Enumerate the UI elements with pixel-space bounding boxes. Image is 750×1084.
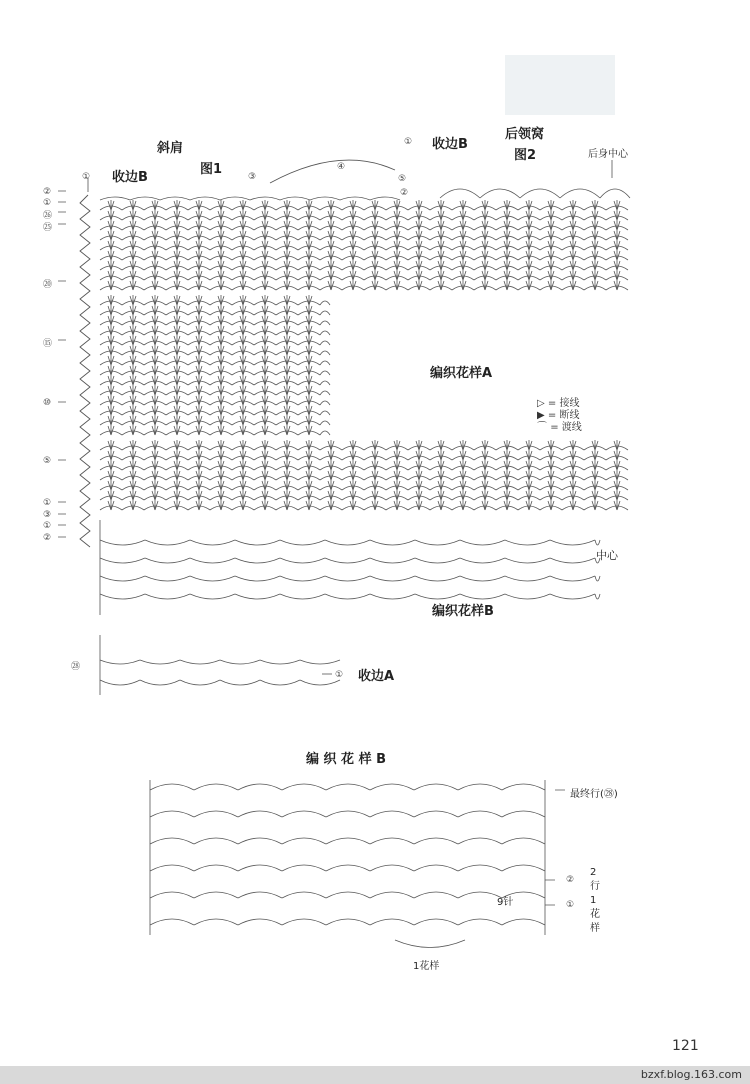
swatch-row — [150, 784, 545, 790]
carry-yarn-line — [270, 160, 395, 183]
pattern-a-fan — [108, 415, 312, 425]
pattern-a-fan — [108, 315, 312, 325]
label-edge-b-top: 收边B — [432, 137, 468, 152]
pattern-b-row — [100, 540, 600, 545]
pattern-a-row — [100, 256, 628, 260]
pattern-a-row — [100, 456, 628, 460]
join-yarn-icon: ▷ — [537, 398, 545, 409]
row-marker: ② — [43, 533, 52, 543]
pattern-a-row — [100, 486, 628, 490]
label-shoulder: 斜肩 — [157, 141, 184, 156]
pattern-a-fan — [108, 395, 312, 405]
pattern-a-fan — [108, 490, 620, 500]
pattern-a-row — [100, 286, 628, 290]
top-marker: ① — [404, 137, 413, 147]
pattern-a-fan — [108, 335, 312, 345]
arrow-left-icon — [58, 191, 66, 537]
swatch-row — [150, 892, 545, 898]
top-edge — [100, 197, 400, 200]
pattern-a-fan — [108, 470, 620, 480]
pattern-b-title-bottom: 编 织 花 样 B — [306, 752, 387, 767]
label-back-neck: 后领窝 — [505, 127, 545, 142]
row-marker-edge-a: ① — [335, 670, 344, 680]
legend-carry — [537, 418, 582, 433]
top-marker: ④ — [337, 162, 346, 172]
pattern-a-fan — [108, 405, 312, 415]
swatch-row — [150, 865, 545, 871]
pattern-a-fan — [108, 260, 620, 270]
pattern-a-fan — [108, 450, 620, 460]
page-number: 121 — [672, 1038, 699, 1054]
pattern-a-fan — [108, 355, 312, 365]
swatch-row — [150, 838, 545, 844]
pattern-a-fan — [108, 270, 620, 280]
pattern-a-fan — [108, 280, 620, 290]
label-edge-a: 收边A — [358, 669, 395, 684]
pattern-a-row — [100, 276, 628, 280]
label-center: 中心 — [596, 549, 618, 562]
pattern-a-row — [100, 226, 628, 230]
pattern-b-row — [100, 576, 600, 581]
pattern-a-fan — [108, 375, 312, 385]
label-edge-b-left: 收边B — [112, 170, 148, 185]
pattern-a-fan — [108, 325, 312, 335]
pattern-b-lower-row — [100, 660, 340, 664]
pattern-a-fan — [108, 250, 620, 260]
pattern-a-fan — [108, 305, 312, 315]
pattern-a-fan — [108, 200, 620, 210]
pattern-a-row — [100, 476, 628, 480]
repeat-brace — [395, 940, 465, 948]
pattern-b-row — [100, 558, 600, 563]
pattern-a-fan — [108, 210, 620, 220]
label-stitches: 9针 — [497, 897, 514, 908]
pattern-a-row — [100, 206, 628, 210]
cut-yarn-icon: ▶ — [537, 410, 545, 421]
label-repeat-unit: 1花样 — [413, 961, 440, 972]
swatch-row — [150, 811, 545, 817]
top-marker: ③ — [248, 172, 257, 182]
pattern-a-fan — [108, 460, 620, 470]
row-marker-top: ① — [82, 172, 91, 182]
neck-scallop — [440, 189, 630, 198]
label-final-row: 最终行(㉘) — [570, 789, 618, 800]
legend-carry-text: = 渡线 — [550, 422, 582, 433]
pattern-a-fan — [108, 240, 620, 250]
pattern-a-fan — [108, 345, 312, 355]
carry-yarn-icon: ⌒ — [537, 422, 547, 433]
pattern-a-fan — [108, 365, 312, 375]
pattern-a-fan — [108, 480, 620, 490]
edge-b-left — [80, 195, 90, 547]
pattern-a-row — [100, 236, 628, 240]
pattern-a-fan — [108, 220, 620, 230]
row-marker: ① — [43, 198, 52, 208]
pattern-a-row — [100, 266, 628, 270]
swatch-row — [150, 919, 545, 925]
footer-site: bzxf.blog.163.com — [640, 1068, 742, 1081]
top-marker: ⑤ — [398, 174, 407, 184]
top-marker: ② — [400, 188, 409, 198]
pattern-a-row — [100, 466, 628, 470]
arrow-right-icon — [545, 790, 565, 905]
row-marker: ② — [43, 187, 52, 197]
label-fig2: 图2 — [514, 148, 537, 163]
row-marker: ㉖ — [43, 211, 53, 221]
row-marker-28: ㉘ — [71, 662, 81, 672]
pattern-a-row — [100, 216, 628, 220]
footer-bar — [0, 1066, 750, 1084]
label-row-2: ② — [566, 875, 575, 885]
row-marker: ③ — [43, 510, 52, 520]
swatch-edges — [150, 780, 545, 935]
pattern-a-title: 编织花样A — [430, 366, 493, 381]
bleed-through-block — [505, 55, 615, 115]
pattern-a-fan — [108, 500, 620, 510]
pattern-a-row — [100, 496, 628, 500]
pattern-a-fan — [108, 295, 312, 305]
pattern-a-fan — [108, 425, 312, 435]
row-marker: ⑮ — [43, 339, 53, 349]
pattern-a-row — [100, 246, 628, 250]
legend-cut-text: = 断线 — [547, 410, 580, 421]
row-marker: ⑤ — [43, 456, 52, 466]
label-fig1: 图1 — [200, 162, 223, 177]
label-back-center: 后身中心 — [588, 149, 628, 160]
pattern-a-row — [100, 506, 628, 510]
pattern-a-fan — [108, 440, 620, 450]
row-marker: ① — [43, 498, 52, 508]
pattern-a-row — [100, 446, 628, 450]
row-marker: ① — [43, 521, 52, 531]
label-row-1: ① — [566, 900, 575, 910]
row-marker: ㉕ — [43, 223, 53, 233]
legend-join-text: = 接线 — [547, 398, 580, 409]
pattern-a-fan — [108, 385, 312, 395]
edge-a-row — [100, 680, 340, 685]
row-marker: ⑳ — [43, 280, 53, 290]
label-repeat-2row: 2行1花样 — [590, 867, 600, 934]
row-marker: ⑩ — [43, 398, 52, 408]
pattern-b-row — [100, 594, 600, 599]
pattern-b-title-mid: 编织花样B — [432, 604, 494, 619]
pattern-a-fan — [108, 230, 620, 240]
